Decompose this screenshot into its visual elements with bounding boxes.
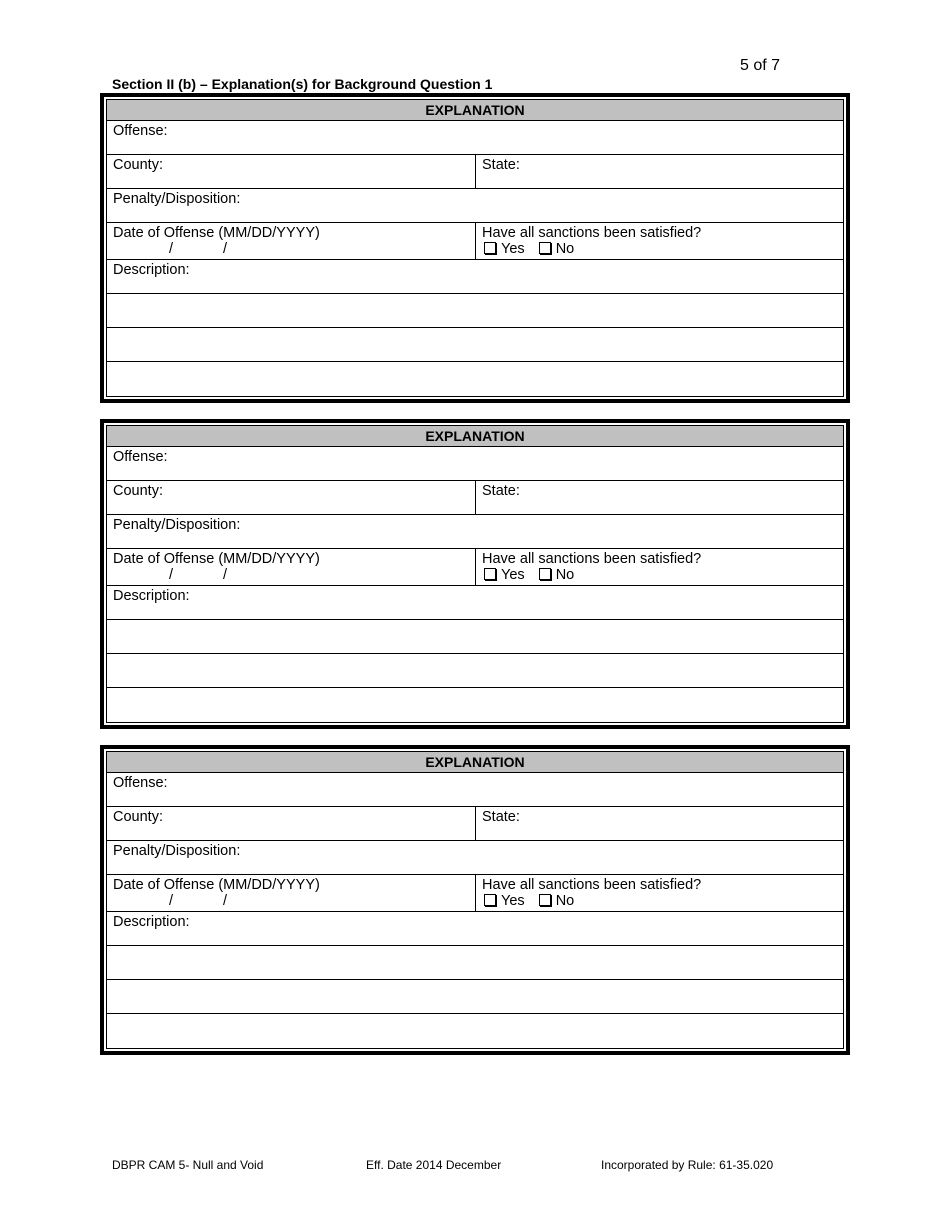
no-label: No [555, 241, 575, 257]
date-slash: / [169, 567, 174, 583]
county-state-row [107, 807, 843, 841]
date-separators [169, 893, 227, 909]
county-field[interactable] [107, 155, 476, 188]
sanctions-options [484, 241, 584, 257]
description-label: Description: [113, 914, 190, 930]
state-field[interactable] [476, 807, 843, 840]
penalty-field[interactable] [107, 841, 843, 875]
no-checkbox[interactable] [539, 894, 551, 906]
explanation-box-2 [100, 419, 850, 729]
penalty-label: Penalty/Disposition: [113, 843, 241, 859]
county-label: County: [113, 483, 163, 499]
date-of-offense-label: Date of Offense (MM/DD/YYYY) [113, 877, 320, 893]
description-line[interactable] [107, 946, 843, 980]
date-slash: / [169, 893, 174, 909]
no-label: No [555, 893, 575, 909]
sanctions-question: Have all sanctions been satisfied? [482, 877, 702, 893]
date-sanctions-row [107, 223, 843, 260]
yes-label: Yes [501, 567, 525, 583]
sanctions-question: Have all sanctions been satisfied? [482, 225, 702, 241]
county-field[interactable] [107, 481, 476, 514]
date-separators [169, 241, 227, 257]
description-line[interactable] [107, 294, 843, 328]
yes-checkbox[interactable] [484, 568, 496, 580]
description-line[interactable] [107, 362, 843, 396]
offense-label: Offense: [113, 775, 168, 791]
sanctions-question: Have all sanctions been satisfied? [482, 551, 702, 567]
no-checkbox[interactable] [539, 242, 551, 254]
offense-label: Offense: [113, 449, 168, 465]
description-line[interactable] [107, 654, 843, 688]
state-field[interactable] [476, 481, 843, 514]
date-of-offense-field[interactable] [107, 549, 476, 585]
page-number: 5 of 7 [740, 57, 781, 74]
description-line[interactable] [107, 1014, 843, 1048]
county-label: County: [113, 809, 163, 825]
description-label: Description: [113, 588, 190, 604]
explanation-box-1 [100, 93, 850, 403]
county-label: County: [113, 157, 163, 173]
yes-option[interactable] [484, 241, 525, 257]
county-field[interactable] [107, 807, 476, 840]
penalty-field[interactable] [107, 189, 843, 223]
sanctions-field [476, 549, 843, 585]
description-line[interactable] [107, 620, 843, 654]
description-field[interactable] [107, 260, 843, 294]
date-slash: / [223, 893, 228, 909]
no-label: No [555, 567, 575, 583]
yes-option[interactable] [484, 567, 525, 583]
offense-field[interactable] [107, 447, 843, 481]
offense-field[interactable] [107, 121, 843, 155]
date-slash: / [223, 241, 228, 257]
sanctions-field [476, 875, 843, 911]
no-option[interactable] [539, 241, 575, 257]
description-line[interactable] [107, 688, 843, 722]
description-field[interactable] [107, 586, 843, 620]
sanctions-options [484, 893, 584, 909]
yes-label: Yes [501, 241, 525, 257]
date-of-offense-label: Date of Offense (MM/DD/YYYY) [113, 551, 320, 567]
date-of-offense-field[interactable] [107, 875, 476, 911]
yes-checkbox[interactable] [484, 894, 496, 906]
offense-field[interactable] [107, 773, 843, 807]
description-field[interactable] [107, 912, 843, 946]
date-sanctions-row [107, 549, 843, 586]
county-state-row [107, 481, 843, 515]
county-state-row [107, 155, 843, 189]
offense-label: Offense: [113, 123, 168, 139]
no-option[interactable] [539, 567, 575, 583]
no-checkbox[interactable] [539, 568, 551, 580]
state-label: State: [482, 809, 520, 825]
yes-label: Yes [501, 893, 525, 909]
description-label: Description: [113, 262, 190, 278]
penalty-field[interactable] [107, 515, 843, 549]
explanation-box-3 [100, 745, 850, 1055]
footer-effective-date: Eff. Date 2014 December [366, 1158, 502, 1172]
state-label: State: [482, 157, 520, 173]
date-sanctions-row [107, 875, 843, 912]
date-slash: / [169, 241, 174, 257]
date-slash: / [223, 567, 228, 583]
sanctions-options [484, 567, 584, 583]
state-label: State: [482, 483, 520, 499]
explanation-header: EXPLANATION [107, 426, 843, 447]
footer-rule: Incorporated by Rule: 61-35.020 [601, 1158, 774, 1172]
date-separators [169, 567, 227, 583]
yes-checkbox[interactable] [484, 242, 496, 254]
penalty-label: Penalty/Disposition: [113, 517, 241, 533]
section-title: Section II (b) – Explanation(s) for Background Question 1 [112, 76, 493, 92]
date-of-offense-label: Date of Offense (MM/DD/YYYY) [113, 225, 320, 241]
penalty-label: Penalty/Disposition: [113, 191, 241, 207]
no-option[interactable] [539, 893, 575, 909]
state-field[interactable] [476, 155, 843, 188]
description-line[interactable] [107, 980, 843, 1014]
description-line[interactable] [107, 328, 843, 362]
yes-option[interactable] [484, 893, 525, 909]
sanctions-field [476, 223, 843, 259]
date-of-offense-field[interactable] [107, 223, 476, 259]
explanation-header: EXPLANATION [107, 100, 843, 121]
footer-form-id: DBPR CAM 5- Null and Void [112, 1158, 264, 1172]
explanation-header: EXPLANATION [107, 752, 843, 773]
